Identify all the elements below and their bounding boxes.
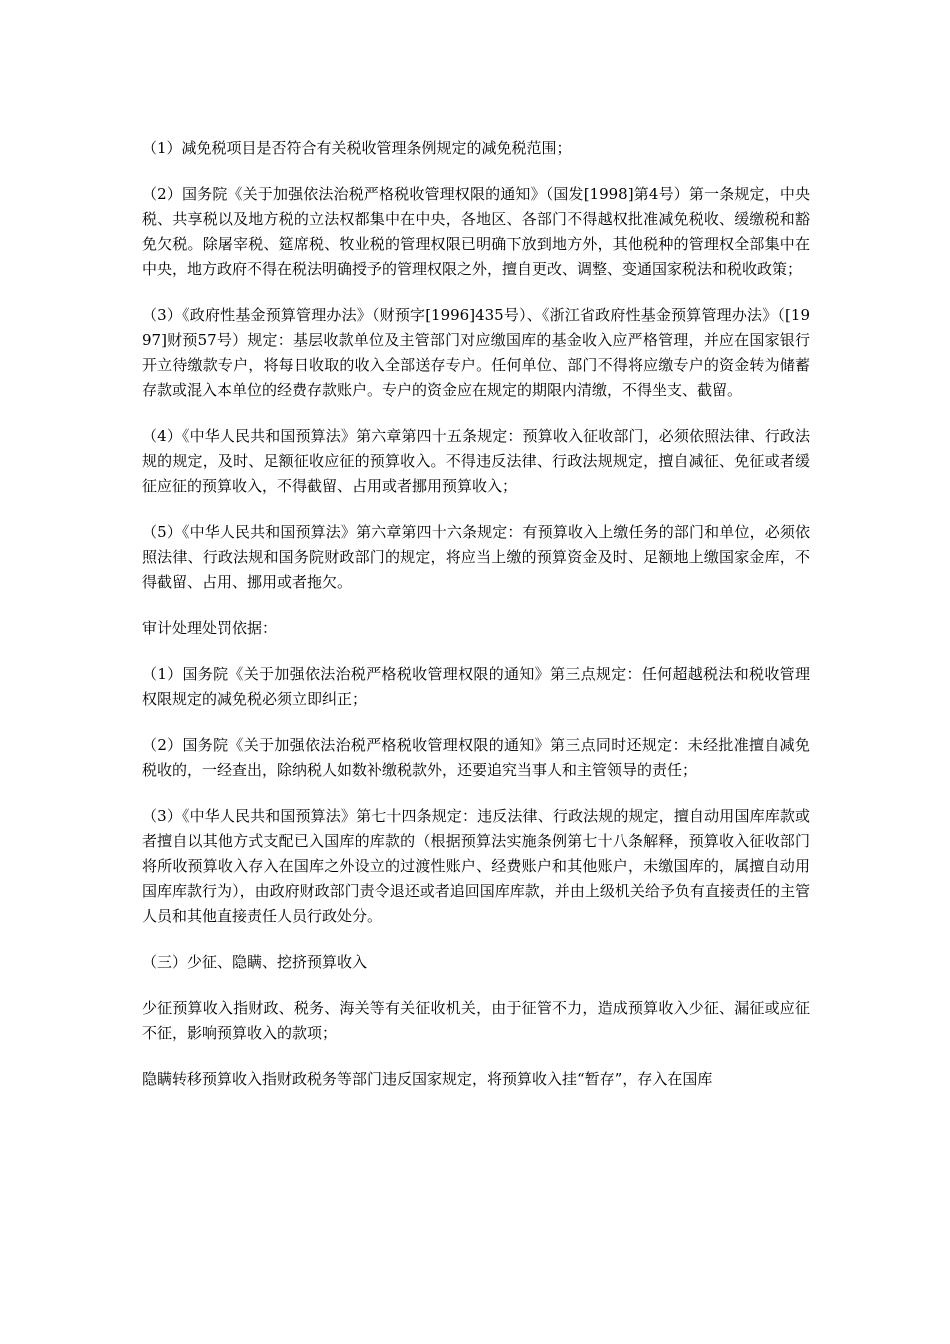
paragraph-under-collection-definition: 少征预算收入指财政、税务、海关等有关征收机关，由于征管不力，造成预算收入少征、漏征或应征不征，影响预算收入的款项；: [142, 999, 810, 1042]
paragraph-state-council-notice: （2）国务院《关于加强依法治税严格税收管理权限的通知》（国发[1998]第4号）第一条规定，中央税、共享税以及地方税的立法权都集中在中央，各地区、各部门不得越权批准减免税收、缓缴税和豁免欠税。除屠宰税、筵席税、牧业税的管理权限已明确下放到地方外，其他税种的管理权全部集中在中央，地方政府不得在税法明确授予的管理权限之外，擅自更改、调整、变通国家税法和税收政策；: [142, 185, 810, 278]
document-page: [142, 136, 810, 1092]
section-heading-under-collection: （三）少征、隐瞒、挖挤预算收入: [142, 953, 368, 971]
section-heading-penalty-basis: 审计处理处罚依据：: [142, 619, 278, 637]
paragraph-reduction-scope: （1）减免税项目是否符合有关税收管理条例规定的减免税范围；: [142, 139, 572, 157]
paragraph-penalty-basis-1: （1）国务院《关于加强依法治税严格税收管理权限的通知》第三点规定：任何超越税法和税收管理权限规定的减免税必须立即纠正；: [142, 665, 810, 708]
paragraph-concealment-definition: 隐瞒转移预算收入指财政税务等部门违反国家规定，将预算收入挂“暂存”，存入在国库: [142, 1070, 713, 1088]
paragraph-budget-law-article-46: （5）《中华人民共和国预算法》第六章第四十六条规定：有预算收入上缴任务的部门和单位，必须依照法律、行政法规和国务院财政部门的规定，将应当上缴的预算资金及时、足额地上缴国家金库，不得截留、占用、挪用或者拖欠。: [142, 523, 810, 591]
paragraph-penalty-basis-3: （3）《中华人民共和国预算法》第七十四条规定：违反法律、行政法规的规定，擅自动用国库库款或者擅自以其他方式支配已入国库的库款的（根据预算法实施条例第七十八条解释，预算收入征收部门将所收预算收入存入在国库之外设立的过渡性账户、经费账户和其他账户，未缴国库的，属擅自动用国库库款行为），由政府财政部门责令退还或者追回国库库款，并由上级机关给予负有直接责任的主管人员和其他直接责任人员行政处分。: [142, 807, 810, 925]
paragraph-budget-law-article-45: （4）《中华人民共和国预算法》第六章第四十五条规定：预算收入征收部门，必须依照法律、行政法规的规定，及时、足额征收应征的预算收入。不得违反法律、行政法规规定，擅自减征、免征或者缓征应征的预算收入，不得截留、占用或者挪用预算收入；: [142, 427, 810, 495]
paragraph-penalty-basis-2: （2）国务院《关于加强依法治税严格税收管理权限的通知》第三点同时还规定：未经批准擅自减免税收的，一经查出，除纳税人如数补缴税款外，还要追究当事人和主管领导的责任；: [142, 736, 810, 779]
paragraph-government-fund-measures: （3）《政府性基金预算管理办法》（财预字[1996]435号）、《浙江省政府性基金预算管理办法》（[1997]财预57号）规定：基层收款单位及主管部门对应缴国库的基金收入应严格管理，并应在国家银行开立待缴款专户，将每日收取的收入全部送存专户。任何单位、部门不得将应缴专户的资金转为储蓄存款或混入本单位的经费存款账户。专户的资金应在规定的期限内清缴，不得坐支、截留。: [142, 306, 810, 399]
